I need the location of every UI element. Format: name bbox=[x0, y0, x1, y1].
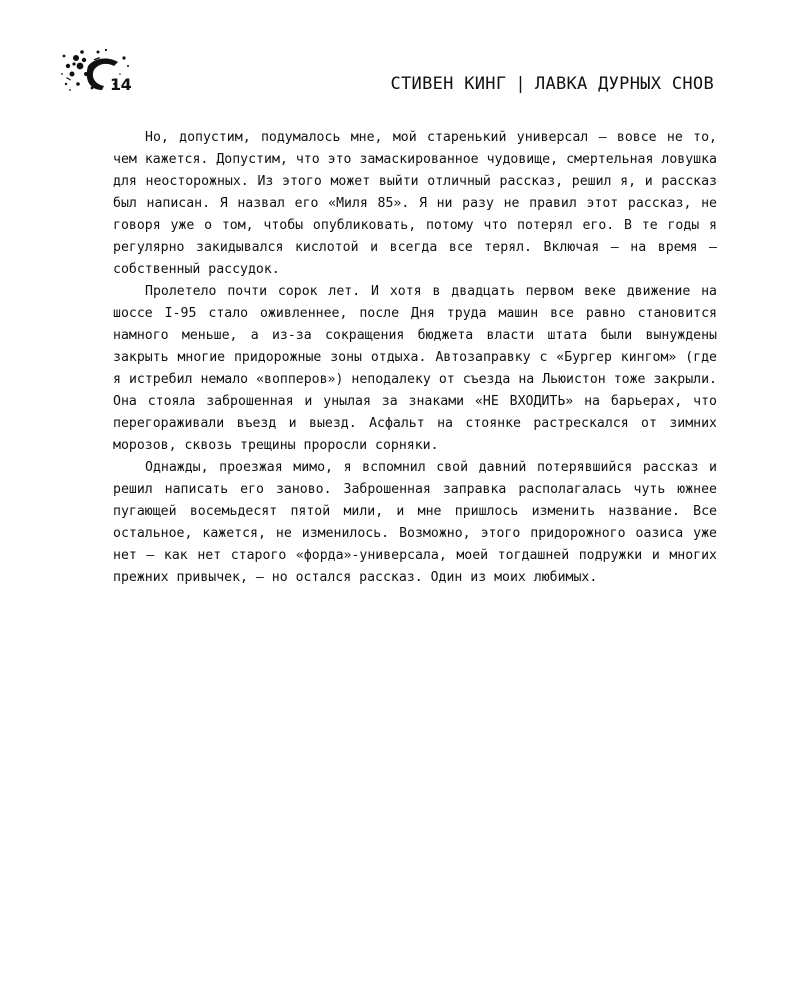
author-name: СТИВЕН КИНГ bbox=[390, 74, 507, 94]
running-head bbox=[390, 74, 714, 94]
body-text bbox=[113, 127, 717, 589]
paragraph-1: Но, допустим, подумалось мне, мой старенький универсал — вовсе не то, чем кажется. Допустим, что это замаскированное чудовище, смертельная ловушка для неосторожных. Из этого может выйти отличный рассказ, решил я, и рассказ был написан. Я назвал его «Миля 85». Я ни разу не правил этот рассказ, не говоря уже о том, чтобы опубликовать, потому что потерял его. В те годы я регулярно закидывался кислотой и всегда все терял. Включая — на время — собственный рассудок. bbox=[113, 130, 717, 277]
paragraph-2: Пролетело почти сорок лет. И хотя в двадцать первом веке движение на шоссе I-95 стало оживленнее, после Дня труда машин все равно становится намного меньше, а из-за сокращения бюджета власти штата были вынуждены закрыть многие придорожные зоны отдыха. Автозаправку с «Бургер кингом» (где я истребил немало «вопперов») неподалеку от съезда на Льюистон тоже закрыли. Она стояла заброшенная и унылая за знаками «НЕ ВХОДИТЬ» на барьерах, что перегораживали въезд и выезд. Асфальт на стоянке растрескался от зимних морозов, сквозь трещины проросли сорняки. bbox=[113, 284, 717, 453]
page-number: 14 bbox=[110, 75, 132, 94]
book-title: ЛАВКА ДУРНЫХ СНОВ bbox=[534, 74, 714, 94]
paragraph-3: Однажды, проезжая мимо, я вспомнил свой давний потерявшийся рассказ и решил написать его заново. Заброшенная заправка располагалась чуть южнее пугающей восемьдесят пятой мили, и мне пришлось изменить название. Все остальное, кажется, не изменилось. Возможно, этого придорожного оазиса уже нет — как нет старого «форда»-универсала, моей тогдашней подружки и многих прежних привычек, — но остался рассказ. Один из моих любимых. bbox=[113, 460, 717, 585]
header-separator: | bbox=[515, 74, 526, 94]
